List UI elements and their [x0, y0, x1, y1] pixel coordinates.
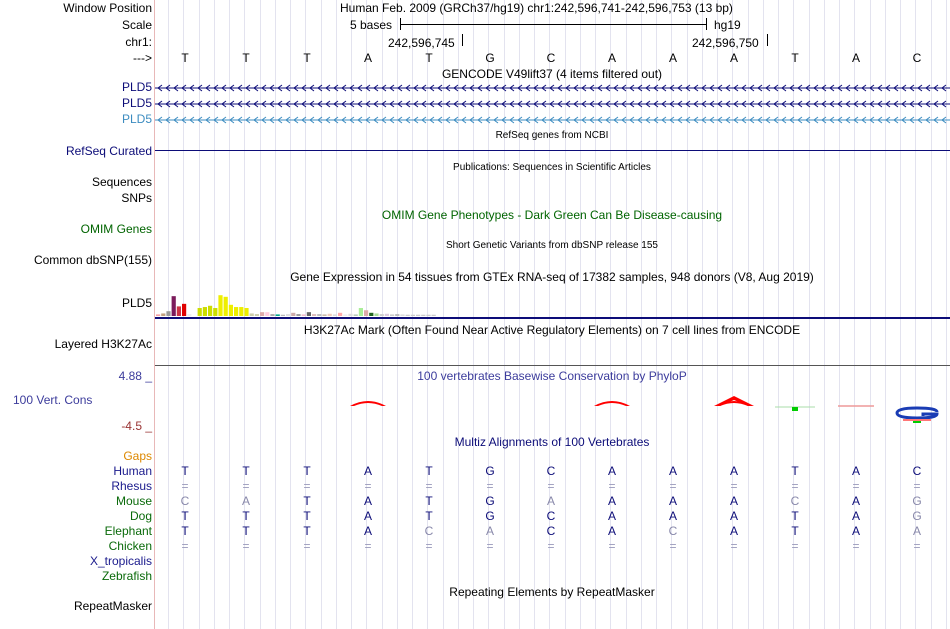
coord-right: 242,596,750	[692, 36, 759, 50]
grid-line	[702, 0, 703, 629]
gtex-tissue-bar[interactable]	[239, 307, 243, 316]
sequence-base: A	[607, 51, 617, 65]
sequence-base: G	[485, 51, 495, 65]
gtex-tissue-bar[interactable]	[291, 313, 295, 316]
gtex-tissue-bar[interactable]	[182, 304, 186, 316]
coord-tick-left	[462, 34, 463, 46]
gtex-tissue-bar[interactable]	[421, 315, 425, 316]
alignment-base: =	[425, 539, 433, 553]
grid-line	[458, 0, 459, 629]
alignment-base: =	[303, 539, 311, 553]
alignment-base: A	[363, 509, 373, 523]
multiz-track-title[interactable]: Multiz Alignments of 100 Vertebrates	[454, 435, 650, 449]
strand-label: --->	[133, 51, 152, 65]
gtex-tissue-bar[interactable]	[359, 308, 363, 316]
gtex-tissue-bar[interactable]	[203, 307, 207, 316]
alignment-base: =	[730, 479, 738, 493]
alignment-base: T	[791, 464, 799, 478]
species-label-elephant[interactable]: Elephant	[104, 524, 152, 538]
gtex-tissue-bar[interactable]	[426, 315, 430, 316]
gtex-tissue-bar[interactable]	[380, 314, 384, 316]
alignment-base: T	[181, 509, 189, 523]
alignment-base: =	[547, 539, 555, 553]
species-label-mouse[interactable]: Mouse	[115, 494, 152, 508]
alignment-base: C	[668, 524, 678, 538]
gtex-tissue-bar[interactable]	[348, 314, 352, 316]
gencode-item-label-3[interactable]: PLD5	[121, 112, 152, 126]
chrom-label: chr1:	[125, 35, 152, 49]
gtex-tissue-bar[interactable]	[229, 305, 233, 316]
gtex-tissue-bar[interactable]	[166, 311, 170, 316]
grid-line	[504, 0, 505, 629]
gencode-gene-1[interactable]	[155, 83, 950, 93]
gtex-tissue-bar[interactable]	[390, 314, 394, 316]
window-position-label: Window Position	[63, 1, 152, 15]
gtex-tissue-bar[interactable]	[364, 310, 368, 316]
gtex-tissue-bar[interactable]	[343, 314, 347, 316]
gtex-tissue-bar[interactable]	[328, 314, 332, 316]
gtex-tissue-bar[interactable]	[374, 313, 378, 316]
gtex-tissue-bar[interactable]	[317, 314, 321, 316]
gencode-item-label-2[interactable]: PLD5	[121, 96, 152, 110]
alignment-base: A	[363, 524, 373, 538]
gtex-tissue-bar[interactable]	[224, 297, 228, 316]
grid-line	[580, 0, 581, 629]
alignment-base: T	[181, 464, 189, 478]
alignment-base: T	[242, 509, 250, 523]
conservation-base-mark	[594, 401, 630, 406]
sequences-label[interactable]: Sequences	[91, 175, 152, 189]
sequence-base: A	[363, 51, 373, 65]
omim-track-title[interactable]: OMIM Gene Phenotypes - Dark Green Can Be Disease-causing	[381, 208, 723, 222]
alignment-base: =	[608, 479, 616, 493]
gtex-gene-label[interactable]: PLD5	[121, 296, 152, 310]
scale-label: Scale	[121, 18, 152, 32]
coord-tick-right	[767, 34, 768, 46]
gtex-tissue-bar[interactable]	[172, 296, 176, 316]
grid-line	[931, 0, 932, 629]
alignment-base: =	[181, 479, 189, 493]
alignment-base: A	[851, 464, 861, 478]
alignment-base: T	[181, 524, 189, 538]
alignment-base: =	[730, 539, 738, 553]
cons-label[interactable]: 100 Vert. Cons	[13, 393, 93, 407]
grid-line	[473, 0, 474, 629]
alignment-base: =	[181, 539, 189, 553]
sequence-base: A	[668, 51, 678, 65]
sequence-base: C	[912, 51, 922, 65]
species-label-dog[interactable]: Dog	[129, 509, 152, 523]
gtex-tissue-bar[interactable]	[255, 314, 259, 316]
gtex-tissue-bar[interactable]	[260, 312, 264, 316]
alignment-base: T	[303, 494, 311, 508]
grid-line	[870, 0, 871, 629]
dbsnp-label[interactable]: Common dbSNP(155)	[33, 253, 152, 267]
conservation-base-mark	[350, 401, 386, 406]
alignment-base: A	[668, 464, 678, 478]
gtex-tissue-bar[interactable]	[333, 314, 337, 316]
alignment-base: T	[425, 464, 433, 478]
scale-bar-tick-left	[400, 18, 401, 30]
alignment-base: A	[607, 524, 617, 538]
alignment-base: A	[668, 509, 678, 523]
sequence-base: A	[851, 51, 861, 65]
alignment-base: T	[242, 524, 250, 538]
sequence-base: A	[729, 51, 739, 65]
gtex-bar-chart[interactable]	[155, 284, 455, 316]
alignment-base: T	[303, 509, 311, 523]
gencode-gene-2[interactable]	[155, 99, 950, 109]
alignment-base: A	[363, 494, 373, 508]
alignment-base: C	[424, 524, 434, 538]
scale-bar-tick-right	[706, 18, 707, 30]
gtex-tissue-bar[interactable]	[338, 313, 342, 316]
grid-line	[809, 0, 810, 629]
alignment-base: =	[364, 479, 372, 493]
alignment-base: A	[607, 464, 617, 478]
gtex-tissue-bar[interactable]	[432, 315, 436, 316]
pubs-track-title[interactable]: Publications: Sequences in Scientific Articles	[453, 162, 651, 173]
alignment-base: A	[363, 464, 373, 478]
alignment-base: C	[546, 524, 556, 538]
scale-db: hg19	[714, 18, 741, 32]
gtex-tissue-bar[interactable]	[406, 315, 410, 316]
grid-line	[778, 0, 779, 629]
grid-line	[885, 0, 886, 629]
alignment-base: G	[912, 509, 922, 523]
grid-line	[824, 0, 825, 629]
gtex-tissue-bar[interactable]	[156, 314, 160, 316]
coord-left: 242,596,745	[388, 36, 455, 50]
alignment-base: A	[607, 509, 617, 523]
gtex-tissue-bar[interactable]	[198, 308, 202, 316]
gencode-item-label-1[interactable]: PLD5	[121, 80, 152, 94]
gtex-tissue-bar[interactable]	[354, 314, 358, 316]
gtex-tissue-bar[interactable]	[270, 314, 274, 316]
alignment-base: C	[180, 494, 190, 508]
h3k27ac-label[interactable]: Layered H3K27Ac	[54, 337, 152, 351]
gtex-tissue-bar[interactable]	[192, 314, 196, 316]
alignment-base: =	[242, 539, 250, 553]
alignment-base: =	[364, 539, 372, 553]
cons-max-value: 4.88 _	[118, 369, 152, 383]
gtex-tissue-bar[interactable]	[244, 308, 248, 316]
grid-line	[595, 0, 596, 629]
gtex-tissue-bar[interactable]	[322, 314, 326, 316]
gtex-tissue-bar[interactable]	[213, 308, 217, 316]
alignment-base: G	[485, 509, 495, 523]
refseq-curated-label[interactable]: RefSeq Curated	[65, 144, 152, 158]
sequence-base: T	[303, 51, 311, 65]
gaps-label[interactable]: Gaps	[123, 449, 152, 463]
dbsnp-track-title[interactable]: Short Genetic Variants from dbSNP release 155	[446, 240, 658, 251]
grid-line	[763, 0, 764, 629]
conservation-base-mark	[775, 407, 815, 411]
sequence-base: T	[791, 51, 799, 65]
species-label-x_tropicalis[interactable]: X_tropicalis	[89, 554, 152, 568]
alignment-base: =	[913, 479, 921, 493]
grid-line	[839, 0, 840, 629]
h3k27ac-track-title[interactable]: H3K27Ac Mark (Often Found Near Active Regulatory Elements) on 7 cell lines from ENCODE	[303, 323, 801, 337]
gtex-tissue-bar[interactable]	[234, 307, 238, 316]
conservation-base-mark	[897, 408, 937, 423]
grid-line	[641, 0, 642, 629]
gtex-tissue-bar[interactable]	[395, 314, 399, 316]
alignment-base: =	[608, 539, 616, 553]
alignment-base: C	[546, 509, 556, 523]
alignment-base: A	[729, 524, 739, 538]
species-label-chicken[interactable]: Chicken	[108, 539, 152, 553]
grid-line	[519, 0, 520, 629]
grid-line	[565, 0, 566, 629]
alignment-base: =	[669, 479, 677, 493]
alignment-base: T	[791, 524, 799, 538]
alignment-base: =	[791, 539, 799, 553]
alignment-base: G	[912, 494, 922, 508]
alignment-base: =	[791, 479, 799, 493]
alignment-base: A	[729, 464, 739, 478]
alignment-base: T	[303, 464, 311, 478]
alignment-base: =	[486, 539, 494, 553]
grid-line	[946, 0, 947, 629]
sequence-base: T	[181, 51, 189, 65]
h3k27ac-baseline	[155, 365, 950, 366]
snps-label[interactable]: SNPs	[121, 191, 152, 205]
sequence-base: C	[546, 51, 556, 65]
alignment-base: =	[242, 479, 250, 493]
alignment-base: =	[425, 479, 433, 493]
alignment-base: G	[485, 494, 495, 508]
grid-line	[626, 0, 627, 629]
gtex-track-title[interactable]: Gene Expression in 54 tissues from GTEx RNA-seq of 17382 samples, 948 donors (V8, Aug 2019)	[290, 270, 814, 284]
gtex-tissue-bar[interactable]	[286, 314, 290, 316]
refseq-track-title[interactable]: RefSeq genes from NCBI	[495, 130, 609, 141]
alignment-base: A	[729, 509, 739, 523]
gencode-gene-3[interactable]	[155, 115, 950, 125]
alignment-base: C	[546, 464, 556, 478]
alignment-base: =	[852, 479, 860, 493]
alignment-base: T	[791, 509, 799, 523]
gtex-tissue-bar[interactable]	[218, 295, 222, 316]
cons-track-title[interactable]: 100 vertebrates Basewise Conservation by PhyloP	[417, 369, 687, 383]
alignment-base: A	[851, 524, 861, 538]
scale-value: 5 bases	[350, 18, 393, 32]
alignment-base: T	[303, 524, 311, 538]
alignment-base: =	[852, 539, 860, 553]
alignment-base: T	[425, 494, 433, 508]
omim-genes-label[interactable]: OMIM Genes	[80, 222, 152, 236]
gtex-tissue-bar[interactable]	[307, 312, 311, 316]
gtex-tissue-bar[interactable]	[400, 314, 404, 316]
alignment-base: T	[425, 509, 433, 523]
scale-bar	[400, 24, 706, 25]
window-position-value: Human Feb. 2009 (GRCh37/hg19) chr1:242,596,741-242,596,753 (13 bp)	[340, 1, 733, 15]
gtex-tissue-bar[interactable]	[302, 314, 306, 316]
alignment-base: G	[485, 464, 495, 478]
alignment-base: =	[303, 479, 311, 493]
species-label-rhesus[interactable]: Rhesus	[111, 479, 152, 493]
grid-line	[748, 0, 749, 629]
cons-min-value: -4.5 _	[121, 419, 152, 433]
grid-line	[687, 0, 688, 629]
gtex-tissue-bar[interactable]	[416, 315, 420, 316]
alignment-base: A	[912, 524, 922, 538]
alignment-base: =	[547, 479, 555, 493]
alignment-base: =	[913, 539, 921, 553]
alignment-base: =	[669, 539, 677, 553]
gtex-tissue-bar[interactable]	[296, 314, 300, 316]
gencode-track-title[interactable]: GENCODE V49lift37 (4 items filtered out)	[441, 67, 663, 81]
grid-line	[717, 0, 718, 629]
alignment-base: A	[851, 509, 861, 523]
gtex-tissue-bar[interactable]	[177, 306, 181, 316]
grid-line	[534, 0, 535, 629]
alignment-base: A	[241, 494, 251, 508]
gtex-tissue-bar[interactable]	[250, 313, 254, 316]
species-label-human[interactable]: Human	[113, 464, 152, 478]
refseq-gene-line[interactable]	[155, 150, 950, 151]
gtex-tissue-bar[interactable]	[369, 313, 373, 316]
grid-line	[900, 0, 901, 629]
alignment-base: =	[486, 479, 494, 493]
sequence-base: T	[242, 51, 250, 65]
gtex-gene-line	[155, 317, 950, 319]
alignment-base: C	[912, 464, 922, 478]
alignment-base: A	[668, 494, 678, 508]
gtex-tissue-bar[interactable]	[411, 315, 415, 316]
repeatmasker-track-title[interactable]: Repeating Elements by RepeatMasker	[449, 585, 655, 599]
gtex-tissue-bar[interactable]	[312, 314, 316, 316]
repeatmasker-label[interactable]: RepeatMasker	[73, 599, 152, 613]
gtex-tissue-bar[interactable]	[265, 312, 269, 316]
grid-line	[656, 0, 657, 629]
conservation-logo[interactable]	[155, 394, 950, 426]
gtex-tissue-bar[interactable]	[385, 314, 389, 316]
alignment-base: A	[546, 494, 556, 508]
gtex-tissue-bar[interactable]	[276, 314, 280, 316]
gtex-tissue-bar[interactable]	[208, 306, 212, 316]
alignment-base: C	[790, 494, 800, 508]
alignment-base: A	[851, 494, 861, 508]
gtex-tissue-bar[interactable]	[161, 313, 165, 316]
species-label-zebrafish[interactable]: Zebrafish	[101, 569, 152, 583]
gtex-tissue-bar[interactable]	[187, 314, 191, 316]
alignment-base: A	[485, 524, 495, 538]
alignment-base: T	[242, 464, 250, 478]
sequence-base: T	[425, 51, 433, 65]
gtex-tissue-bar[interactable]	[281, 315, 285, 316]
alignment-base: A	[607, 494, 617, 508]
alignment-base: A	[729, 494, 739, 508]
